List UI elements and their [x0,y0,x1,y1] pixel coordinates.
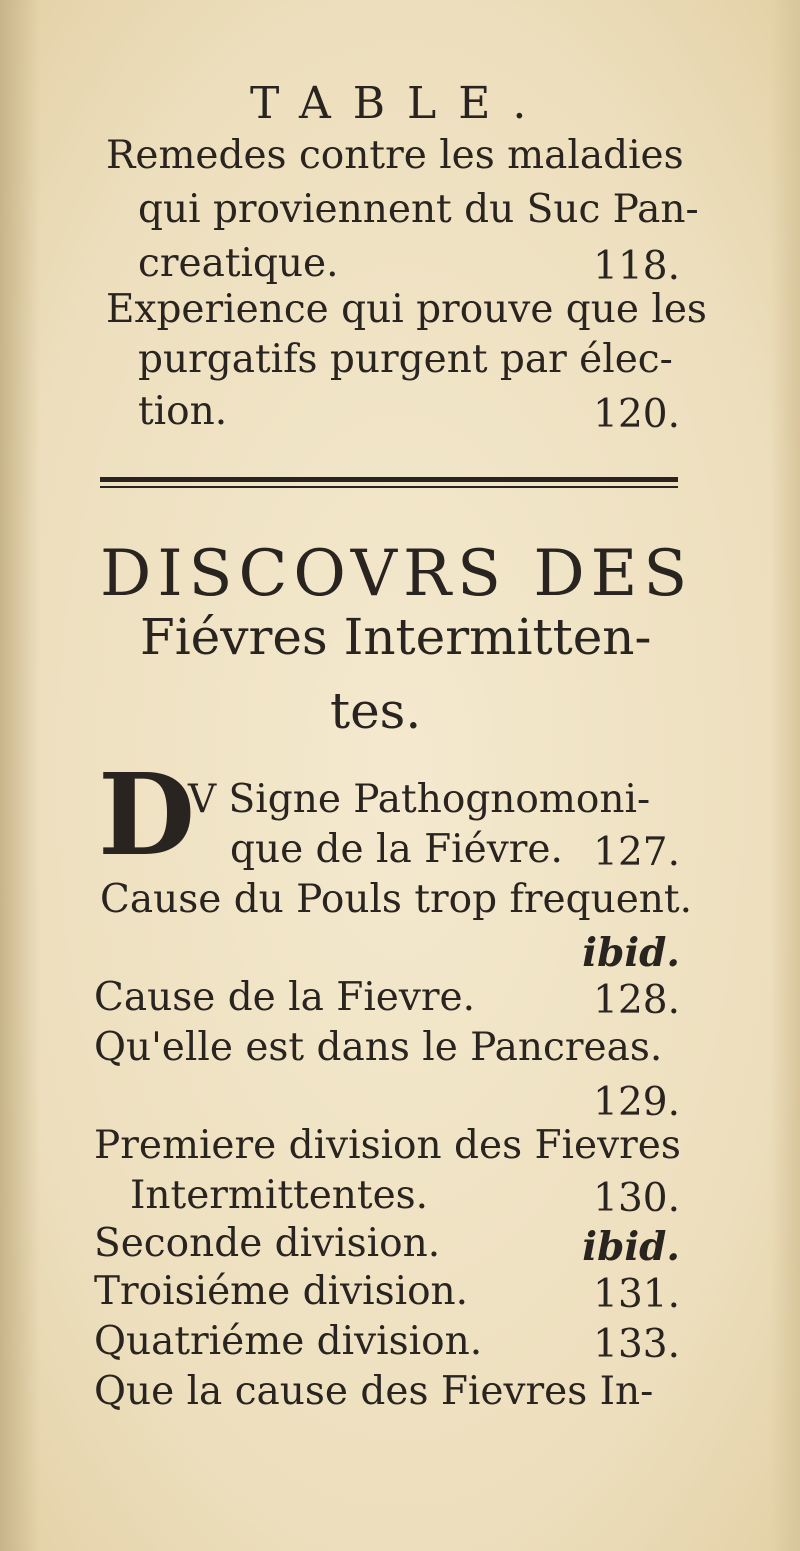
section-subheading-end: tes. [330,682,422,740]
entry-line: purgatifs purgent par élec- [138,337,673,382]
entry-line: Qu'elle est dans le Pancreas. [94,1025,663,1070]
page-number: 128. [593,978,680,1023]
entry-line: Cause de la Fievre. [94,975,476,1020]
running-head: TABLE. [250,78,549,129]
section-subheading: Fiévres Intermitten- [140,608,652,666]
entry-line: qui proviennent du Suc Pan- [138,187,699,232]
page-number: 129. [593,1080,680,1125]
entry-line: tion. [138,389,228,434]
section-rule-thin [100,486,678,488]
entry-line: Intermittentes. [130,1173,429,1218]
entry-line: V Signe Pathognomoni- [188,777,651,822]
page-number: 130. [593,1176,680,1221]
entry-line: Que la cause des Fievres In- [94,1369,654,1414]
dropcap: D [98,750,196,881]
page-number: 127. [593,830,680,875]
page-number: ibid. [582,930,680,976]
entry-line: Remedes contre les maladies [106,133,684,178]
section-rule-thick [100,477,678,482]
section-heading: DISCOVRS DES [100,537,694,611]
entry-line: que de la Fiévre. [230,827,563,872]
entry-line: Troisiéme division. [94,1269,469,1314]
entry-line: creatique. [138,241,339,286]
entry-line: Quatriéme division. [94,1319,483,1364]
entry-line: Seconde division. [94,1221,441,1266]
page-number: 133. [593,1322,680,1367]
page-number: ibid. [582,1224,680,1270]
entry-line: Cause du Pouls trop frequent. [100,877,692,922]
entry-line: Experience qui prouve que les [106,287,707,332]
page-number: 131. [593,1272,680,1317]
entry-line: Premiere division des Fievres [94,1123,681,1168]
page-number: 118. [593,244,680,289]
page-number: 120. [593,392,680,437]
